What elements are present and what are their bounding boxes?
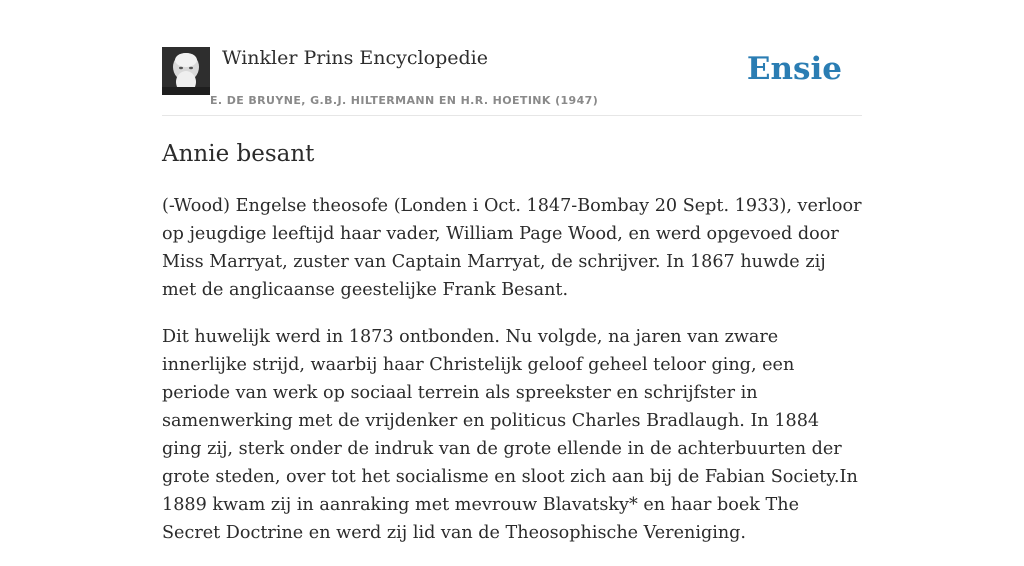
authors-subtitle: E. DE BRUYNE, G.B.J. HILTERMANN EN H.R. HOETINK (1947) xyxy=(210,94,599,107)
site-header xyxy=(162,0,862,116)
article-title: Annie besant xyxy=(162,141,315,167)
site-title-link[interactable]: Winkler Prins Encyclopedie xyxy=(222,47,488,69)
article-paragraph: (-Wood) Engelse theosofe (Londen i Oct. 1847-Bombay 20 Sept. 1933), verloor op jeugdige leeftijd haar vader, William Page Wood, en werd opgevoed door Miss Marryat, zuster van Captain Marryat, de schrijver. In 1867 huwde zij met de anglicaanse geestelijke Frank Besant. xyxy=(162,196,862,300)
page-container xyxy=(162,0,862,543)
ensie-logo-link[interactable]: Ensie xyxy=(746,51,842,87)
article-body xyxy=(162,192,862,566)
portrait-icon xyxy=(162,47,210,95)
article-paragraph: Dit huwelijk werd in 1873 ontbonden. Nu volgde, na jaren van zware innerlijke strijd, waarbij haar Christelijk geloof geheel teloor ging, een periode van werk op sociaal terrein als spreekster en schrijfster in samenwerking met de vrijdenker en politicus Charles Bradlaugh. In 1884 ging zij, sterk onder de indruk van de grote ellende in de achterbuurten der grote steden, over tot het socialisme en sloot zich aan bij de Fabian Society.In 1889 kwam zij in aanraking met mevrouw Blavatsky* en haar boek The Secret Doctrine en werd zij lid van de Theosophische Vereniging. xyxy=(162,327,858,543)
author-avatar[interactable] xyxy=(162,47,210,95)
